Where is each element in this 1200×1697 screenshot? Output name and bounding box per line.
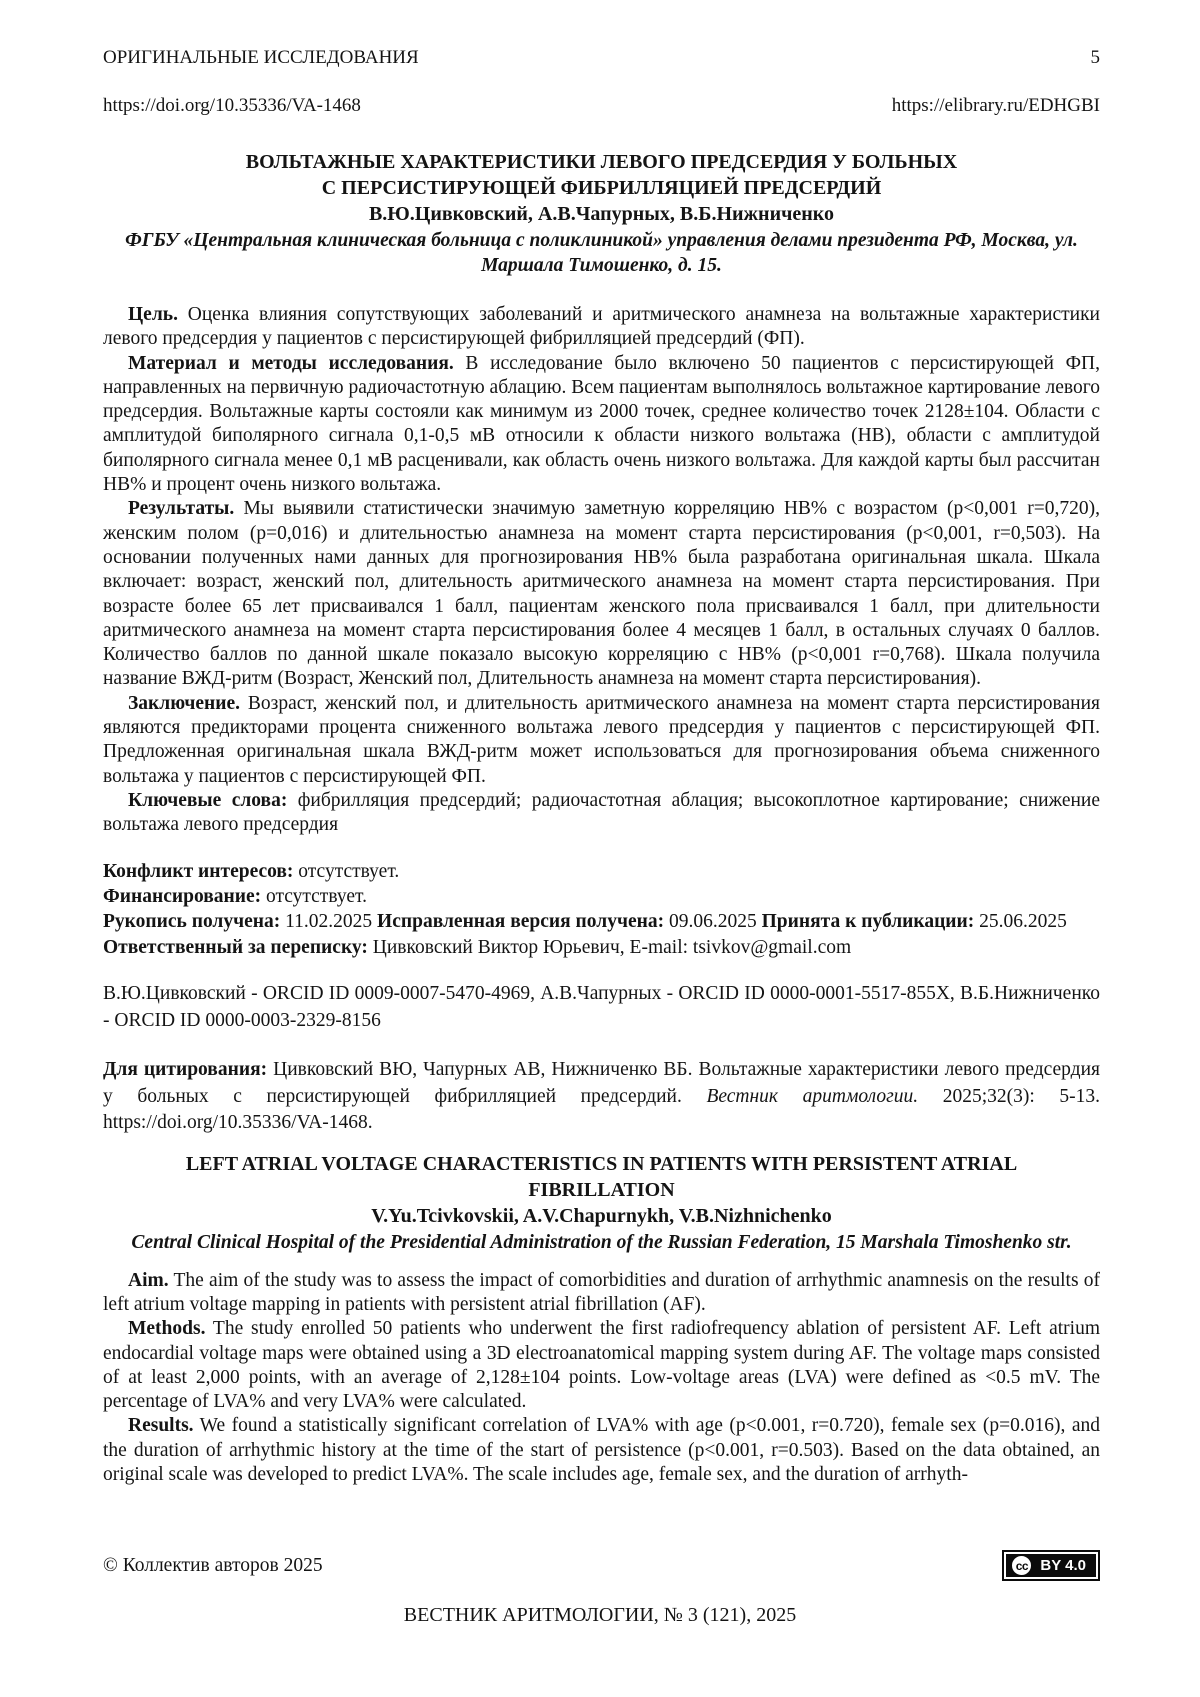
article-title-en-line1: LEFT ATRIAL VOLTAGE CHARACTERISTICS IN PATIENTS WITH PERSISTENT ATRIAL [185,1152,1018,1175]
funding-text: отсутствует. [261,885,367,907]
page-number: 5 [1090,47,1100,68]
journal-footer: ВЕСТНИК АРИТМОЛОГИИ, № 3 (121), 2025 [403,1604,797,1626]
en-aim-label: Aim. [128,1269,169,1291]
citation-journal-name: Вестник аритмологии. [706,1085,919,1107]
cc-by-badge[interactable] [1002,1550,1100,1581]
ru-aim-paragraph [103,303,1100,352]
accepted-date: 25.06.2025 [974,911,1067,933]
meta-block [103,859,1100,961]
accepted-label: Принята к публикации: [761,911,975,933]
ru-methods-paragraph [103,352,1100,498]
abstract-ru [103,303,1100,838]
copyright-notice: © Коллектив авторов 2025 [103,1554,323,1576]
correspondence [103,935,1100,960]
ru-results-label: Результаты. [128,498,235,520]
cc-badge-label: BY 4.0 [1040,1557,1086,1574]
elibrary-link[interactable]: https://elibrary.ru/EDHGBI [891,95,1100,116]
received-label: Рукопись получена: [103,911,281,933]
citation-text-1: Цивковский ВЮ, Чапурных АВ, Нижниченко ВБ. Вольтажные характеристики левого предсердия у больных с персистирующей фибрилляцией предсердий. [103,1059,1100,1107]
citation-label: Для цитирования: [103,1059,268,1081]
conflict-label: Конфликт интересов: [103,860,294,882]
funding [103,884,1100,909]
ru-conclusion-paragraph [103,692,1100,789]
abstract-en [103,1269,1100,1510]
en-results-label: Results. [128,1415,194,1437]
authors-en: V.Yu.Tcivkovskii, A.V.Chapurnykh, V.B.Nizhnichenko [371,1204,832,1227]
received-date: 11.02.2025 [280,911,378,933]
correspondence-label: Ответственный за переписку: [103,936,368,958]
ru-conclusion-label: Заключение. [128,692,241,714]
en-title-block [103,1151,1100,1255]
conflict-text: отсутствует. [293,860,400,882]
footer-row [103,1550,1100,1581]
en-results-text: We found a statistically significant correlation of LVA% with age (p<0.001, r=0.720), female sex (p=0.016), and the duration of arrhythmic history at the time of the start of persistence (p<0.001, r=0.503). Based on the data obtained, an original scale was developed to predict LVA%. The scale includes age, female sex, and the duration of arrhyth- [103,1415,1100,1486]
affiliation-ru: ФГБУ «Центральная клиническая больница с поликлиникой» управления делами президента РФ, Москва, ул. Маршала Тимошенко, д. 15. [125,230,1078,276]
ru-results-text: Мы выявили статистически значимую заметную корреляцию НВ% с возрастом (p<0,001 r=0,720), женским полом (p=0,016) и длительностью анамнеза на момент старта персистирования (p<0,001, r=0,503). На основании полученных нами данных для прогнозирования НВ% была разработана оригинальная шкала. Шкала включает: возраст, женский пол, длительность аритмического анамнеза на момент старта персистирования. При возрасте более 65 лет присваивался 1 балл, пациентам женского пола присваивался 1 балл, при длительности аритмического анамнеза на момент старта персистирования более 4 месяцев 1 балл, в остальных случаях 0 баллов. Количество баллов по данной шкале показало высокую корреляцию с НВ% (p<0,001 r=0,768). Шкала получила название ВЖД-ритм (Возраст, Женский пол, Длительность анамнеза на момент старта персистирования). [103,498,1100,690]
manuscript-dates [103,909,1100,934]
ru-results-paragraph [103,497,1100,691]
keywords-label: Ключевые слова: [128,789,288,811]
affiliation-en: Central Clinical Hospital of the Presidential Administration of the Russian Federation, 15 Marshala Timoshenko str. [131,1231,1072,1253]
funding-label: Финансирование: [103,885,262,907]
en-methods-label: Methods. [128,1318,206,1340]
article-title-ru-line1: ВОЛЬТАЖНЫЕ ХАРАКТЕРИСТИКИ ЛЕВОГО ПРЕДСЕРДИЯ У БОЛЬНЫХ [245,151,958,173]
citation-ru [103,1057,1100,1137]
en-aim-text: The aim of the study was to assess the impact of comorbidities and duration of arrhythmic anamnesis on the results of left atrium voltage mapping in patients with persistent atrial fibrillation (AF). [103,1269,1100,1315]
keywords-paragraph [103,789,1100,838]
ru-title-block [103,149,1100,278]
running-head-row [103,46,1100,69]
en-results-paragraph [103,1414,1100,1487]
orcid-ids: В.Ю.Цивковский - ORCID ID 0009-0007-5470-4969, А.В.Чапурных - ORCID ID 0000-0001-5517-855X, В.Б.Нижниченко - ORCID ID 0000-0003-2329-8156 [103,983,1100,1031]
en-methods-paragraph [103,1317,1100,1414]
en-methods-text: The study enrolled 50 patients who underwent the first radiofrequency ablation of persistent AF. Left atrium endocardial voltage maps were obtained using a 3D electroanatomical mapping system during AF. The voltage maps consisted of at least 2,000 points, with an average of 2,128±104 points. Low-voltage areas (LVA) were defined as <0.5 mV. The percentage of LVA% and very LVA% were calculated. [103,1318,1100,1413]
ru-methods-text: В исследование было включено 50 пациентов с персистирующей ФП, направленных на первичную радиочастотную аблацию. Всем пациентам выполнялось вольтажное картирование левого предсердия. Вольтажные карты состояли как минимум из 2000 точек, среднее количество точек 2128±104. Области с амплитудой биполярного сигнала 0,1-0,5 мВ относили к области низкого вольтажа (НВ), области с амплитудой биполярного сигнала менее 0,1 мВ расценивали, как область очень низкого вольтажа. Для каждой карты был рассчитан НВ% и процент очень низкого вольтажа. [103,352,1100,496]
article-title-en-line2: FIBRILLATION [528,1178,675,1201]
revised-date: 09.06.2025 [664,911,762,933]
ru-methods-label: Материал и методы исследования. [128,352,454,374]
correspondence-text: Цивковский Виктор Юрьевич, E-mail: tsivkov@gmail.com [367,936,852,958]
article-title-ru-line2: С ПЕРСИСТИРУЮЩЕЙ ФИБРИЛЛЯЦИЕЙ ПРЕДСЕРДИЙ [321,177,882,199]
conflict-of-interest [103,859,1100,884]
citation-text-2: 2025;32(3): 5-13. https://doi.org/10.35336/VA-1468. [103,1085,1100,1134]
revised-label: Исправленная версия получена: [377,911,665,933]
en-aim-paragraph [103,1269,1100,1318]
doi-link[interactable]: https://doi.org/10.35336/VA-1468 [103,95,361,116]
links-row [103,94,1100,117]
ru-conclusion-text: Возраст, женский пол, и длительность аритмического анамнеза на момент старта персистирования являются предикторами процента сниженного вольтажа левого предсердия у пациентов с персистирующей ФП. Предложенная оригинальная шкала ВЖД-ритм может использоваться для прогнозирования объема сниженного вольтажа у пациентов с персистирующей ФП. [103,692,1100,787]
ru-aim-label: Цель. [128,304,178,325]
ru-aim-text: Оценка влияния сопутствующих заболеваний и аритмического анамнеза на вольтажные характеристики левого предсердия у пациентов с персистирующей фибрилляцией предсердий (ФП). [103,304,1100,350]
authors-ru: В.Ю.Цивковский, А.В.Чапурных, В.Б.Нижниченко [368,203,835,225]
running-head: ОРИГИНАЛЬНЫЕ ИССЛЕДОВАНИЯ [103,47,419,68]
cc-icon: cc [1011,1555,1032,1576]
keywords-text: фибрилляция предсердий; радиочастотная аблация; высокоплотное картирование; снижение вольтажа левого предсердия [103,789,1100,836]
